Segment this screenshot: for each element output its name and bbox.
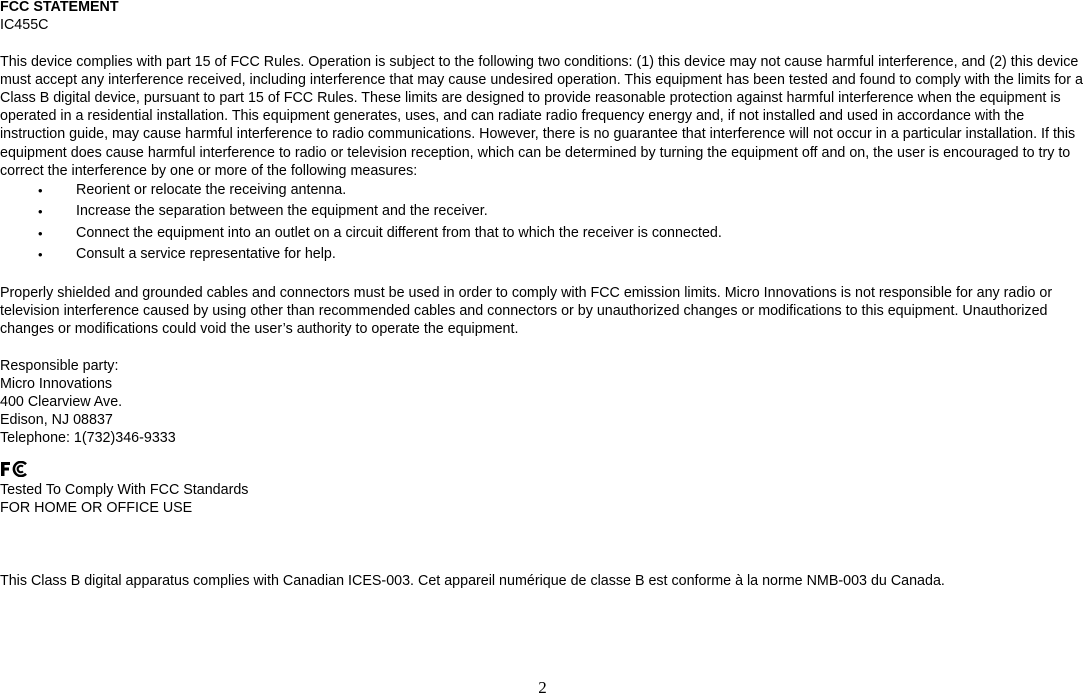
measure-text: Reorient or relocate the receiving antenna. [76,182,347,199]
bullet-icon: • [38,183,43,199]
measure-text: Connect the equipment into an outlet on a circuit different from that to which the receiver is connected. [76,224,722,241]
page-title: FCC STATEMENT [0,0,119,15]
measure-text: Consult a service representative for help. [76,246,336,263]
list-item [0,201,1085,222]
spacer [0,34,1085,52]
street-address: 400 Clearview Ave. [0,393,123,410]
spacer [0,535,1085,553]
bullet-icon: • [38,247,43,263]
telephone: Telephone: 1(732)346-9333 [0,430,176,447]
bullet-icon: • [38,225,43,241]
model-number: IC455C [0,17,49,34]
compliance-tested: Tested To Comply With FCC Standards [0,481,249,498]
spacer [0,266,1085,284]
measures-list [0,180,1085,266]
spacer [0,338,1085,356]
cables-paragraph: Properly shielded and grounded cables and connectors must be used in order to comply with FCC emission limits. Micro Innovations is not responsible for any radio or television interference caused by using other than recommended cables and connectors or by unauthorized changes or modifications to this equipment. Unauthorized changes or modifications could void the user’s authority to operate the equipment. [0,284,1053,338]
list-item [0,223,1085,244]
fcc-logo-icon [0,461,28,477]
list-item [0,180,1085,201]
compliance-use: FOR HOME OR OFFICE USE [0,499,193,516]
city-address: Edison, NJ 08837 [0,412,113,429]
intro-paragraph: This device complies with part 15 of FCC Rules. Operation is subject to the following two conditions: (1) this device may not cause harmful interference, and (2) this device must accept any interference received, including interference that may cause undesired operation. This equipment has been tested and found to comply with the limits for a Class B digital device, pursuant to part 15 of FCC Rules. These limits are designed to provide reasonable protection against harmful interference when the equipment is operated in a residential installation. This equipment generates, uses, and can radiate radio frequency energy and, if not installed and used in accordance with the instruction guide, may cause harmful interference to radio communications. However, there is no guarantee that interference will not occur in a particular installation. If this equipment does cause harmful interference to radio or television reception, which can be determined by turning the equipment off and on, the user is encouraged to try to correct the interference by one or more of the following measures: [0,53,1083,179]
responsible-party-label: Responsible party: [0,357,119,374]
page-number: 2 [538,678,547,697]
spacer [0,517,1085,535]
responsible-party-block [0,357,1085,448]
company-name: Micro Innovations [0,375,113,392]
list-item [0,244,1085,265]
measure-text: Increase the separation between the equipment and the receiver. [76,203,488,220]
spacer [0,553,1085,571]
canada-statement: This Class B digital apparatus complies with Canadian ICES-003. Cet appareil numérique de classe B est conforme à la norme NMB-003 du Canada. [0,572,945,589]
bullet-icon: • [38,204,43,220]
